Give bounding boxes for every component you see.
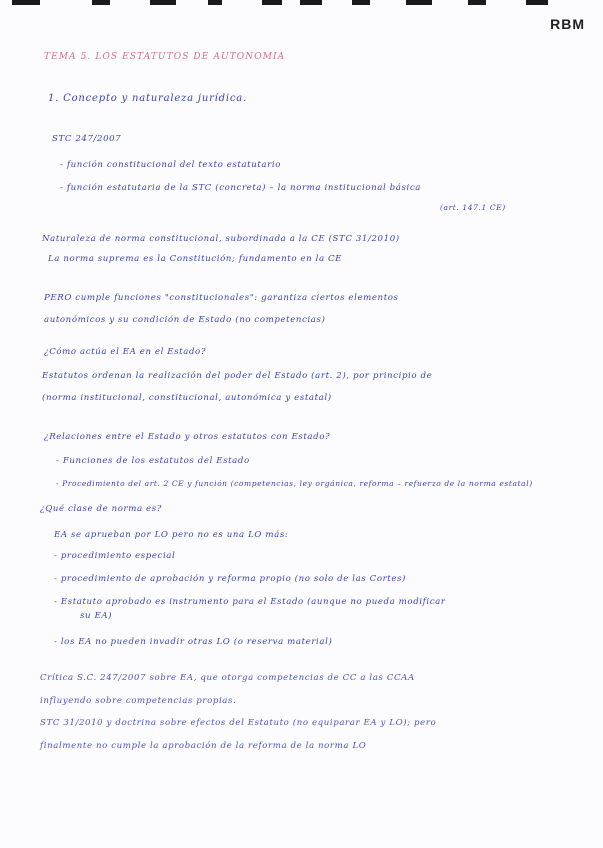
note-line: - Estatuto aprobado es instrumento para el Estado (aunque no pueda modificar xyxy=(54,597,446,607)
page-title: TEMA 5. LOS ESTATUTOS DE AUTONOMIA xyxy=(44,52,286,62)
page-top-marks xyxy=(0,0,603,8)
note-line: EA se aprueban por LO pero no es una LO más: xyxy=(54,530,289,540)
note-line: PERO cumple funciones "constitucionales": garantiza ciertos elementos xyxy=(44,293,399,303)
note-line: autonómicos y su condición de Estado (no competencias) xyxy=(44,315,326,325)
note-line: su EA) xyxy=(80,611,113,621)
note-line: STC 31/2010 y doctrina sobre efectos del Estatuto (no equiparar EA y LO); pero xyxy=(40,718,437,728)
note-line: Naturaleza de norma constitucional, subordinada a la CE (STC 31/2010) xyxy=(42,234,400,244)
note-line: - función estatutaria de la STC (concreta) – la norma institucional básica xyxy=(60,183,421,193)
rbm-logo: RBM xyxy=(550,16,585,32)
note-line: - función constitucional del texto estatutario xyxy=(60,160,281,170)
section-heading: 1. Concepto y naturaleza jurídica. xyxy=(48,93,247,104)
note-line: influyendo sobre competencias propias. xyxy=(40,696,237,706)
note-line: ¿Qué clase de norma es? xyxy=(40,504,162,514)
note-line: (norma institucional, constitucional, autonómica y estatal) xyxy=(42,393,332,403)
note-line: - Procedimiento del art. 2 CE y función (competencias, ley orgánica, reforma – refuerzo de la norma estatal) xyxy=(56,479,533,488)
note-line: La norma suprema es la Constitución; fundamento en la CE xyxy=(48,254,343,264)
note-line: Crítica S.C. 247/2007 sobre EA, que otorga competencias de CC a las CCAA xyxy=(40,673,415,683)
note-line: STC 247/2007 xyxy=(52,134,122,144)
note-line: ¿Relaciones entre el Estado y otros estatutos con Estado? xyxy=(44,432,331,442)
note-line: - Funciones de los estatutos del Estado xyxy=(56,456,250,466)
note-line: ¿Cómo actúa el EA en el Estado? xyxy=(44,347,207,357)
note-line: Estatutos ordenan la realización del poder del Estado (art. 2), por principio de xyxy=(42,371,433,381)
note-line: - procedimiento especial xyxy=(54,551,176,561)
note-line: - procedimiento de aprobación y reforma propio (no solo de las Cortes) xyxy=(54,574,407,584)
note-line: (art. 147.1 CE) xyxy=(440,203,506,212)
note-line: - los EA no pueden invadir otras LO (o reserva material) xyxy=(54,637,333,647)
note-line: finalmente no cumple la aprobación de la reforma de la norma LO xyxy=(40,741,367,751)
